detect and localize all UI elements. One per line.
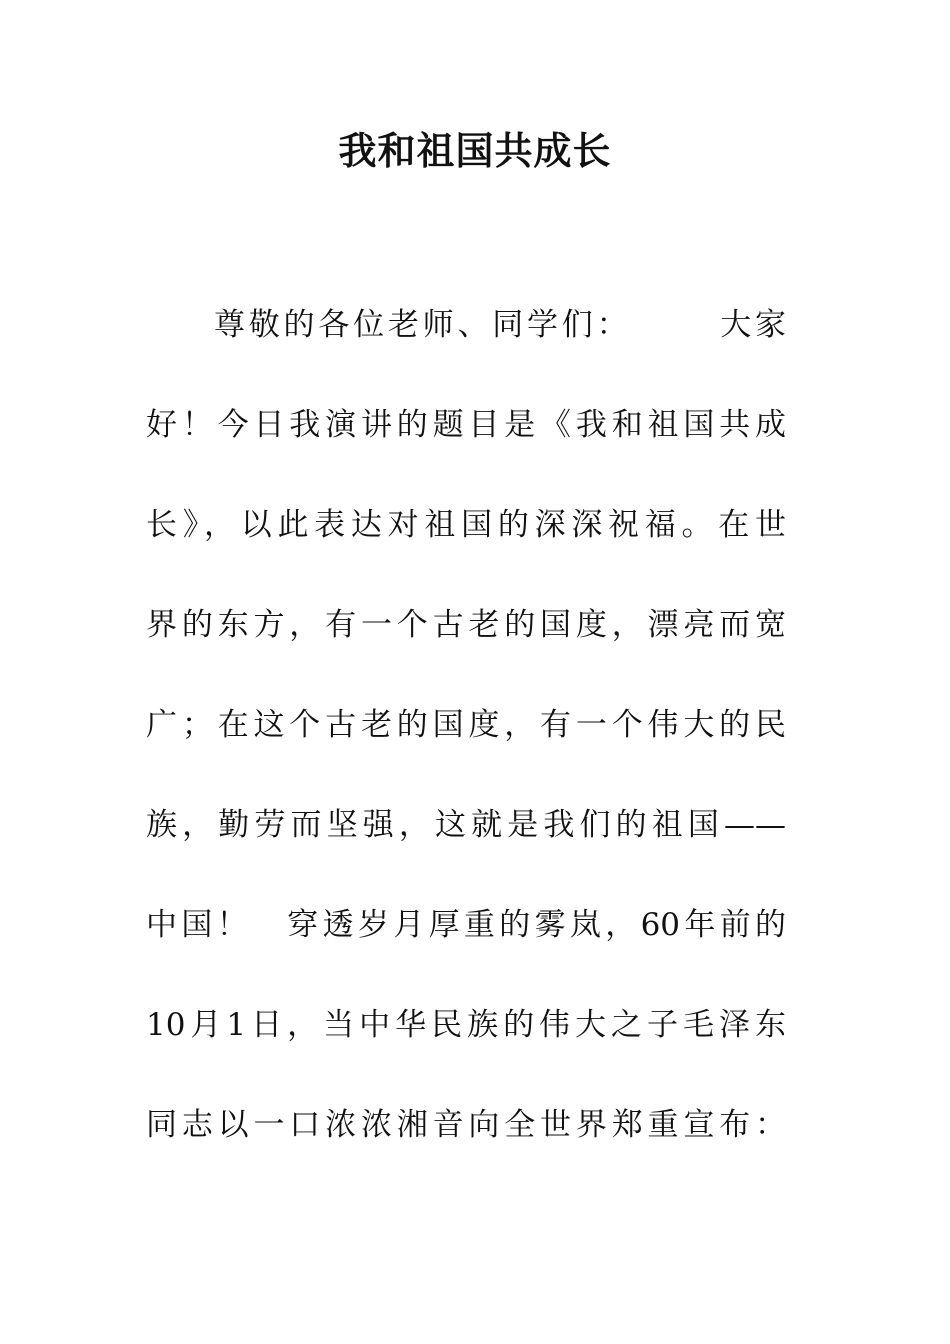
body-line-5: 广；在这个古老的国度，有一个伟大的民	[146, 707, 786, 743]
body-line-1: 尊敬的各位老师、同学们： 大家	[214, 307, 786, 343]
body-line-2: 好！今日我演讲的题目是《我和祖国共成	[146, 407, 786, 443]
body-line-9: 同志以一口浓浓湘音向全世界郑重宣布：	[146, 1107, 786, 1143]
body-line-6: 族，勤劳而坚强，这就是我们的祖国——	[146, 807, 786, 843]
body-line-7: 中国！ 穿透岁月厚重的雾岚，60年前的	[146, 907, 786, 943]
document-title: 我和祖国共成长	[338, 128, 612, 173]
body-line-4: 界的东方，有一个古老的国度，漂亮而宽	[146, 607, 786, 643]
body-line-3: 长》，以此表达对祖国的深深祝福。在世	[146, 507, 786, 543]
body-line-8: 10月1日，当中华民族的伟大之子毛泽东	[146, 1007, 786, 1043]
